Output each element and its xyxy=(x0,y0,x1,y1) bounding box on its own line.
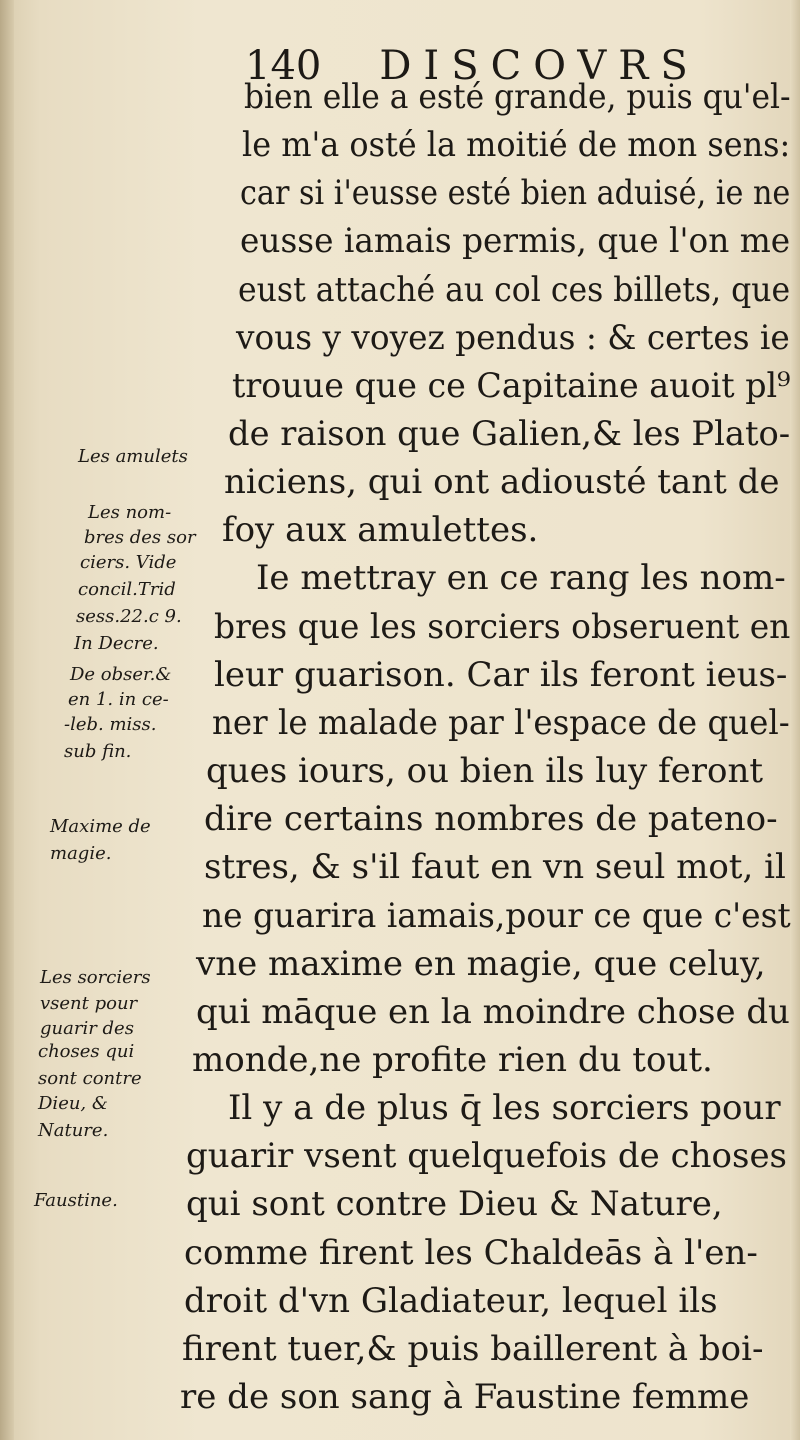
page-edge xyxy=(790,0,800,1440)
margin-note: sub fin. xyxy=(64,741,132,762)
text-line: bres que les sorciers obseruent en xyxy=(214,607,791,647)
text-line: ne guarira iamais,pour ce que c'est xyxy=(202,896,791,936)
text-line: vous y voyez pendus : & certes ie xyxy=(236,318,790,358)
text-line: niciens, qui ont adiousté tant de xyxy=(224,462,780,502)
text-line: car si i'eusse esté bien aduisé, ie ne xyxy=(240,173,791,213)
margin-note: bres des sor xyxy=(84,527,196,548)
text-line: ner le malade par l'espace de quel- xyxy=(212,703,790,743)
text-line: bien elle a esté grande, puis qu'el- xyxy=(244,77,791,117)
text-line: droit d'vn Gladiateur, lequel ils xyxy=(184,1281,718,1321)
margin-note: vsent pour xyxy=(40,993,138,1014)
margin-note: sont contre xyxy=(38,1068,142,1089)
margin-note: Nature. xyxy=(38,1120,109,1141)
margin-note: choses qui xyxy=(38,1041,135,1062)
margin-note: Les sorciers xyxy=(40,967,151,988)
text-line: dire certains nombres de pateno- xyxy=(204,799,778,839)
margin-note: en 1. in ce- xyxy=(68,689,169,710)
margin-note: Les nom- xyxy=(88,502,172,523)
text-line: firent tuer,& puis baillerent à boi- xyxy=(182,1329,764,1369)
text-line: trouue que ce Capitaine auoit pl⁹ xyxy=(232,366,791,406)
margin-note: magie. xyxy=(50,843,112,864)
text-line: qui sont contre Dieu & Nature, xyxy=(186,1184,723,1224)
text-line: leur guarison. Car ils feront ieus- xyxy=(214,655,788,695)
margin-note: guarir des xyxy=(40,1018,134,1039)
text-line: comme firent les Chaldeās à l'en- xyxy=(184,1233,758,1273)
running-title: DISCOVRS xyxy=(379,43,700,89)
margin-note: sess.22.c 9. xyxy=(76,606,182,627)
text-line: stres, & s'il faut en vn seul mot, il xyxy=(204,847,786,887)
text-line: monde,ne profite rien du tout. xyxy=(192,1040,713,1080)
margin-note: ciers. Vide xyxy=(80,552,177,573)
text-line: foy aux amulettes. xyxy=(222,510,539,550)
margin-note: -leb. miss. xyxy=(64,714,157,735)
margin-note: concil.Trid xyxy=(78,579,176,600)
margin-note: Dieu, & xyxy=(38,1093,108,1114)
page-number: 140 xyxy=(245,43,322,89)
text-line: eust attaché au col ces billets, que xyxy=(238,270,791,310)
margin-note: Faustine. xyxy=(34,1190,118,1211)
page-gutter xyxy=(0,0,14,1440)
margin-note: Les amulets xyxy=(78,446,188,467)
text-line: Ie mettray en ce rang les nom- xyxy=(256,558,786,598)
text-line: qui māque en la moindre chose du xyxy=(196,992,790,1032)
margin-note: De obser.& xyxy=(70,664,172,685)
margin-note: Maxime de xyxy=(50,816,151,837)
text-line: de raison que Galien,& les Plato- xyxy=(228,414,791,454)
margin-note: In Decre. xyxy=(74,633,159,654)
text-line: eusse iamais permis, que l'on me xyxy=(240,221,791,261)
text-line: guarir vsent quelquefois de choses xyxy=(186,1136,788,1176)
text-line: re de son sang à Faustine femme xyxy=(180,1377,750,1417)
text-line: le m'a osté la moitié de mon sens: xyxy=(242,125,791,165)
text-line: Il y a de plus q̄ les sorciers pour xyxy=(228,1088,781,1128)
text-line: vne maxime en magie, que celuy, xyxy=(196,944,766,984)
text-line: ques iours, ou bien ils luy feront xyxy=(206,751,764,791)
